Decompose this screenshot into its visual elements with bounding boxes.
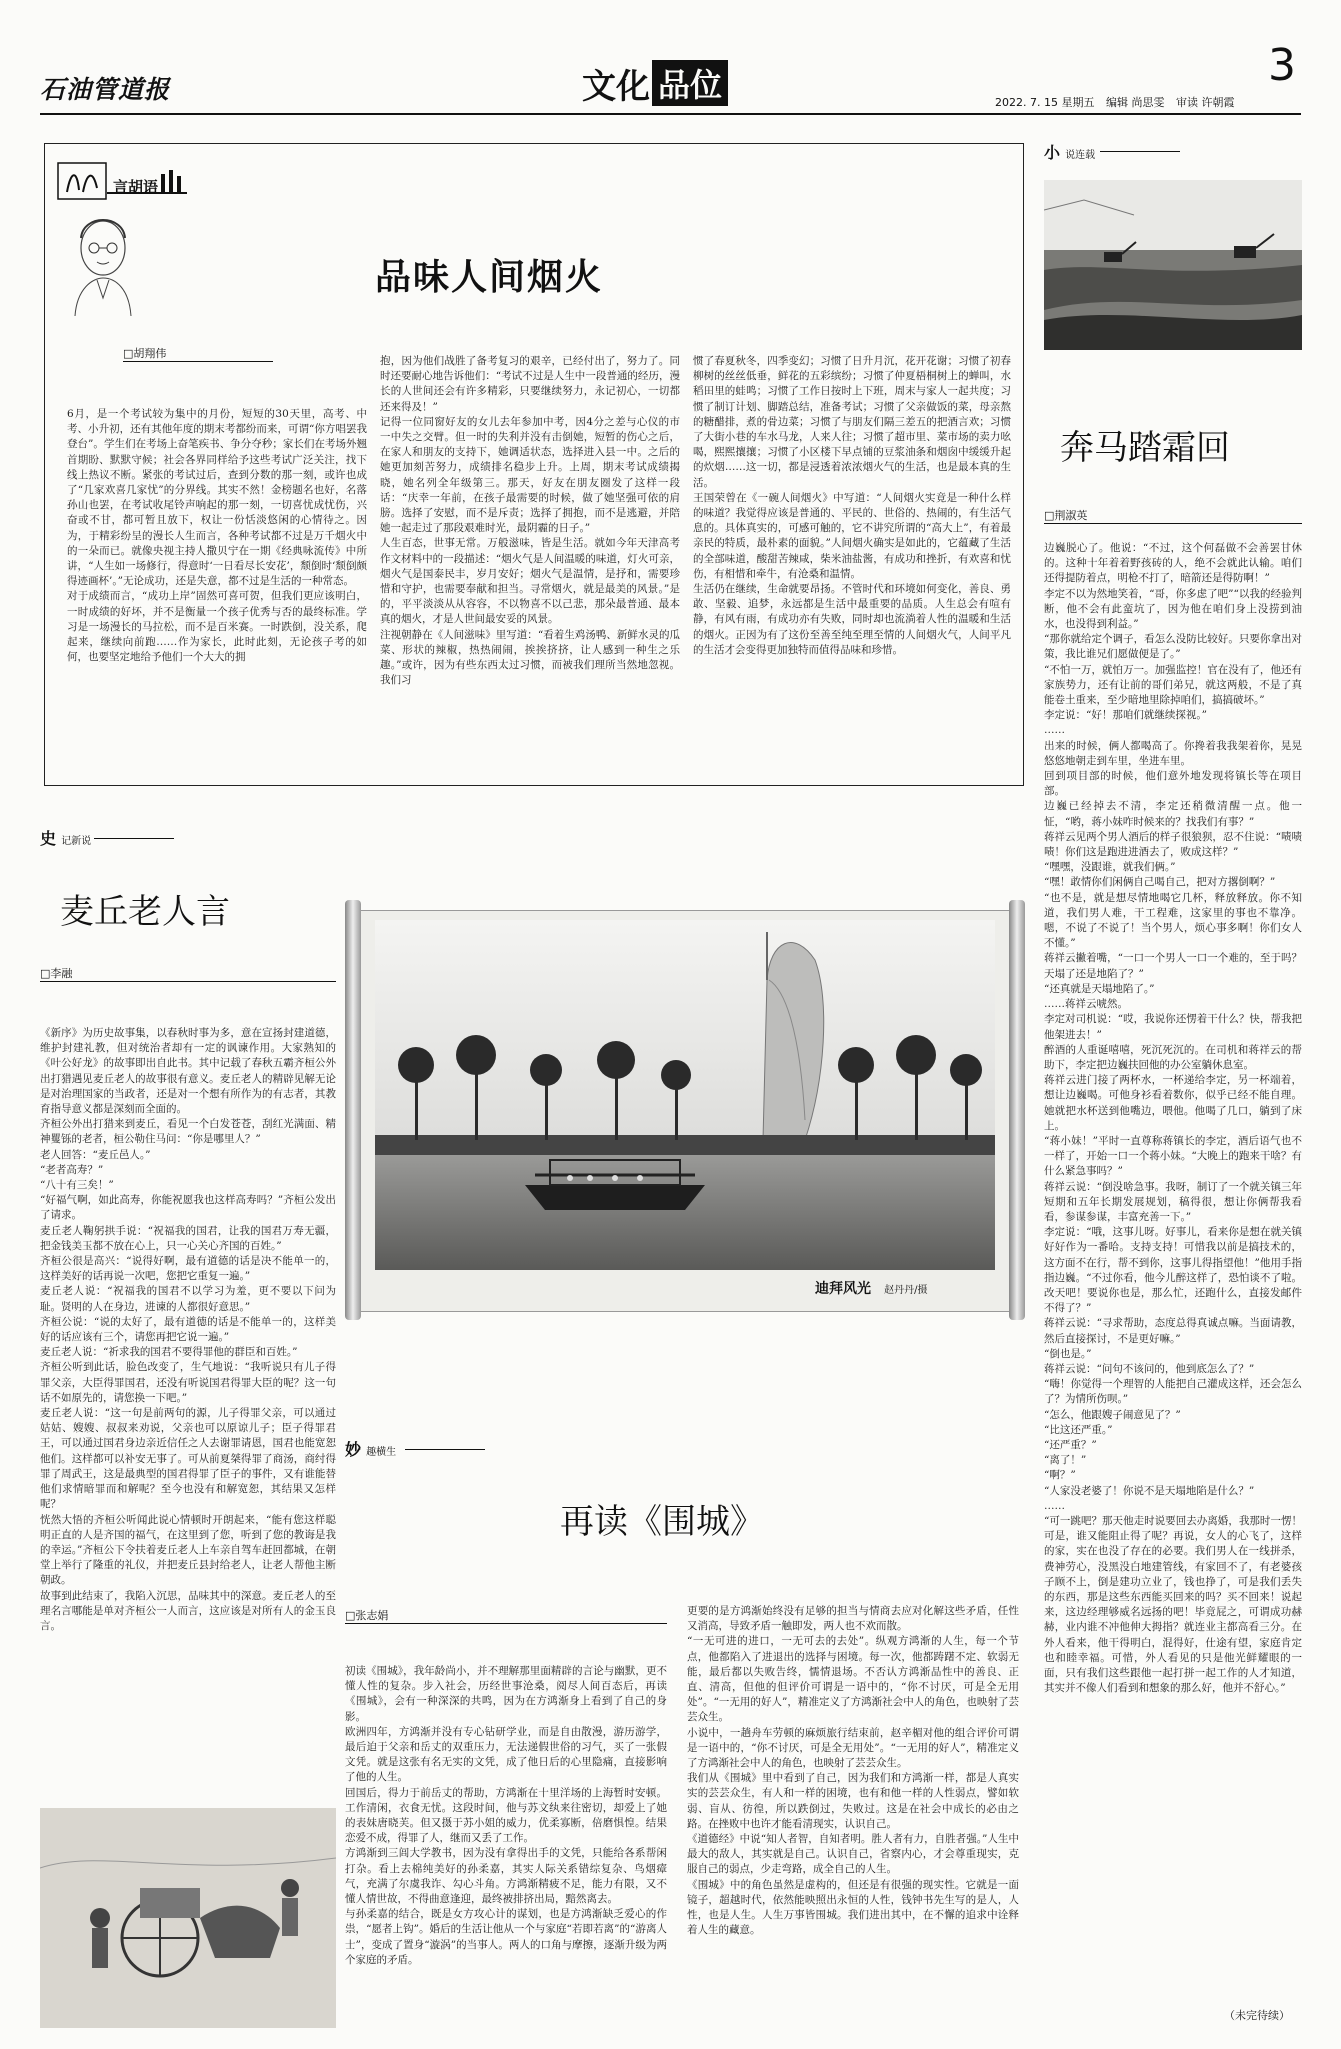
construction-site-image: [1044, 180, 1302, 350]
history-author: □李融: [40, 967, 73, 980]
photo-credit: 赵丹丹/摄: [884, 1285, 928, 1296]
feature-title: 品味人间烟火: [375, 257, 604, 298]
essay-kicker-main: 妙: [345, 1440, 362, 1459]
serial-author-rule: [1044, 523, 1302, 524]
serial-text: 边巍脱心了。他说：“不过，这个何磊做不会善罢甘休的。这种十年着着野孩砖的人，绝不会就此认输。咱们还得提防着点，明枪不打了，暗箭还是得防啊！” 李定不以为然地笑着，“哥，你多虑了吧”“以我的经验判断，他不会有此蛮坑了，因为他在咱们身上没捞到油水，也没得到利益。” “那你就给定个调子，看怎么没防比较好。只要你拿出对策，我比谁兄们愿做便是了。” “不怕一万，就怕万一。加强监控！官在没有了，他还有家族势力，还有让前的哥们弟兄，就这两般，不是了真能卷土重来，至少暗地里除掉咱们，搞搞破坏。” 李定说：“好！那咱们就继续探视。” …… 出来的时候，俩人都喝高了。你搀着我我架着你，晃晃悠悠地朝走到车里，坐进车里。 回到项目部的时候，他们意外地发现将镇长等在项目部。 边巍已经掉去不清，李定还稍微清醒一点。他一怔，“哟，蒋小妹咋时候来的？找我们有事？” 蒋祥云见两个男人酒后的样子很狼狈，忍不住说：“啧啧啧！你们这是跑进进酒去了，败成这样？” “嘿嘿，没跟谁，就我们俩。” “嘿！敢情你们闲俩自己喝自己，把对方撂倒啊？” “也不是，就是想尽情地喝它几杯，释放释放。你不知道，我们男人难，干工程难，这家里的事也不靠净。嗯，不说了不说了！当个男人，烦心事多啊！你们女人不懂。” 蒋祥云撇着嘴，“一口一个男人一口一个难的，至于吗？天塌了还是地陷了？” “还真就是天塌地陷了。” ……蒋祥云唬然。 李定对司机说：“哎，我说你还愣着干什么？快，帮我把他架进去！” 醉酒的人重诞嘻嘻，死沉死沉的。在司机和蒋祥云的帮助下，李定把边巍扶回他的办公室躺休息室。 蒋祥云进门接了两杯水，一杯递给李定，另一杯端着，想让边巍喝。可他身衫看着数你，似乎已经不能自理。她就把水杯送到他嘴边，喂他。他喝了几口，躺到了床上。 “蒋小妹！”平时一直尊称蒋镇长的李定，酒后语气也不一样了，开始一口一个蒋小妹。“大晚上的跑来干啥？有什么紧急事吗？” 蒋祥云说：“倒没啥急事。我呀，制订了一个就关镇三年短期和五年长期发展规划，稿得很，想让你俩帮我看看，参谋参谋，丰富充善一下。” 李定说：“哦，这事儿呀。好事儿，看来你是想在就关镇好好作为一番哈。支持支持！可惜我以前是搞技术的，这方面不在行，帮不到你，这事儿得指望他！”他用手指指边巍。“不过你看，他今儿醉这样了，恐怕谈不了啦。改天吧！要说你也是，那么忙，还跑什么，直接发邮件不得了？” 蒋祥云说：“寻求帮助，态度总得真诚点嘛。当面请教，然后直接探讨，不是更好嘛。” “倒也是。” 蒋祥云说：“问句不该问的，他到底怎么了？” “嗨！你觉得一个理智的人能把自己灌成这样，还会怎么了？为情所伤呗。” “怎么，他跟嫂子闹意见了？” “比这还严重。” “还严重？” “离了！” “啊？” “人家没老婆了！你说不是天塌地陷是什么？” …… “可一跳吧？那天他走时说要回去办离婚，我那时一愣！可是，谁又能阻止得了呢？再说，女人的心飞了，这样的家，实在也没了存在的必要。我们男人在一线拼杀，费神劳心，没黑没白地建管线，有家回不了，有老婆孩子顾不上，倒是建功立业了，钱也挣了，可是我们丢失的东西，那是这些东西能买回来的吗？买不回来！说起来，这边经理够威名远扬的吧！毕竟屁之，可谓成功赫赫，业内谁不冲他伸大拇指？就连业主都高看三分。在外人看来，他干得明白，混得好，仕途有望，家庭肯定也和睦幸福。可惜，外人看见的只是他光鲜耀眼的一面，只有我们这些跟他一起打拼一起工作的人才知道，其实并不像人们看到和想象的那么好，他并不舒心。”: [1044, 542, 1302, 1695]
serial-kicker-main: 小: [1044, 143, 1061, 162]
scroll-rod-right: [1009, 900, 1025, 1320]
serial-kicker-rule: [1100, 151, 1180, 152]
author-portrait: [63, 208, 143, 318]
essay-kicker-rule: [405, 1449, 485, 1450]
history-author-rule: [40, 981, 336, 982]
history-title: 麦丘老人言: [60, 892, 230, 932]
section-title-left: 文化: [582, 66, 650, 107]
section-title-right: 品位: [652, 60, 728, 106]
feature-box: [44, 143, 1024, 786]
essay-section: [345, 1432, 1025, 2032]
editor-name: 尚思雯: [1131, 96, 1165, 109]
history-kicker: [40, 826, 91, 849]
essay-author: □张志娟: [345, 1609, 389, 1622]
paper-name: 石油管道报: [40, 75, 171, 104]
photo-caption: [815, 1278, 927, 1298]
masthead-rule: [40, 113, 1301, 115]
feature-column-1: 6月，是一个考试较为集中的月份，短短的30天里，高考、中考、小升初，还有其他年度的期末考都纷而来，可谓“你方唱罢我登台”。学生们在考场上奋笔疾书、争分夺秒；家长们在考场外翘首期盼、默默守候；社会各界同样给予这些考试广泛关注，找下线上热议不断。紧张的考试过后，查到分数的那一刻，或许也成了“几家欢喜几家忧”的分界线。其实不然！金榜题名也好，名落孙山也罢，在考试收尾铃声响起的那一刻，一切喜忧成忧伤，兴奋或不甘，都可暂且放下，权让一份恬淡悠闲的心情待之。因为，于精彩纷呈的漫长人生而言，各种考试都不过是万千烟火中的一朵而已。就像央视主持人撒贝宁在一期《经典咏流传》中所讲，“人生如一场修行，得意时‘一日看尽长安花’，颓倒时‘颓倒颇得迹画杯’。”无论成功，还是失意，都不过是生活的一种常态。 对于成绩而言，“成功上岸”固然可喜可贺，但我们更应该明白，一时成绩的好坏，并不是衡量一个孩子优秀与否的最终标准。学习是一场漫长的马拉松，而不是百米赛。一时跌倒，没关系，爬起来，继续向前跑……作为家长，此时此刻，无论孩子考的如何，也要坚定地给予他们一个大大的拥: [67, 408, 367, 664]
ancient-painting-image: [40, 1808, 336, 2028]
serial-kicker: [1044, 140, 1095, 163]
page-number: 3: [1268, 40, 1296, 91]
essay-column-2: 更要的是方鸿渐始终没有足够的担当与情商去应对化解这些矛盾，任性又消高，导致矛盾一触即发，两人也不欢而散。 “一无可进的进口，一无可去的去处”。纵观方鸿渐的人生，每一个节点，他都陷入了进退出的选择与困境。每一次，他都踌躇不定、软弱无能，最后都以失败告终，懦情退场。不否认方鸿渐品性中的善良、正直、清高，但他的但评价可谓是一语中的，“你不讨厌，可是全无用处”。“一无用的好人”，精准定义了方鸿渐社会中人的角色，也映射了芸芸众生。 小说中，一趟舟车劳顿的麻烦旅行结束前，赵辛楣对他的组合评价可谓是一语中的，“你不讨厌，可是全无用处”。“一无用的好人”，精准定义了方鸿渐社会中人的角色，也映射了芸芸众生。 我们从《围城》里中看到了自己，因为我们和方鸿渐一样，都是人真实实的芸芸众生，有人和一样的困境，也有和他一样的人性弱点，譬如软弱、盲从、彷徨，所以跌倒过，失败过。这是在社会中成长的必由之路。在挫败中也许才能看清现实，认识自己。 《道德经》中说“知人者智，自知者明。胜人者有力，自胜者强。”人生中最大的敌人，其实就是自己。认识自己，省察内心，才会尊重现实，克服自己的弱点，少走弯路，成全自己的人生。 《围城》中的角色虽然是虚构的，但还是有很强的现实性。它就是一面镜子，超越时代，依然能映照出永恒的人性，钱钟书先生写的是人，人性，也是人生。人生万事皆围城。我们进出其中，在不懈的追求中诠释着人生的藏意。: [687, 1605, 1019, 1937]
history-kicker-main: 史: [40, 829, 57, 848]
date-line: [995, 94, 1234, 110]
reviewer-name: 许朝霞: [1201, 96, 1235, 109]
issue-date: 2022. 7. 15 星期五: [995, 96, 1095, 109]
dubai-photo: [375, 920, 995, 1270]
history-text: 《新序》为历史故事集，以春秋时事为多，意在宣扬封建道德，维护封建礼教，但对统治者却有一定的讽谏作用。大家熟知的《叶公好龙》的故事即出自此书。其中记载了春秋五霸齐桓公外出打猎遇见麦丘老人的故事很有意义。麦丘老人的精辟见解无论是对治理国家的当政者，还是对一个想有所作为的有志者，其教育指导意义都是深刻而全面的。 齐桓公外出打猎来到麦丘，看见一个白发苍苍，刮红光满面、精神矍铄的老者，桓公勒住马问：“你是哪里人？” 老人回答：“麦丘邑人。” “老者高寿？” “八十有三矣！” “好福气啊，如此高寿，你能祝愿我也这样高寿吗？”齐桓公发出了请求。 麦丘老人鞠躬拱手说：“祝福我的国君，让我的国君万寿无疆，把金钱美玉都不放在心上，只一心关心齐国的百姓。” 齐桓公很是高兴：“说得好啊，最有道德的话是决不能单一的，这样美好的话再说一次吧，您把它重复一遍。” 麦丘老人说：“祝福我的国君不以学习为羞，更不要以下问为耻。贤明的人在身边，进谏的人都很好意思。” 齐桓公说：“说的太好了，最有道德的话是不能单一的，这样美好的话应该有三个，请您再把它说一遍。” 麦丘老人说：“祈求我的国君不要得罪他的群臣和百姓。” 齐桓公听到此话，脸色改变了，生气地说：“我听说只有儿子得罪父亲，大臣得罪国君，还没有听说国君得罪大臣的呢？这一句话不如原先的，请您换一下吧。” 麦丘老人说：“这一句是前两句的源，儿子得罪父亲，可以通过姑姑、嫂嫂、叔叔来劝说，父亲也可以原谅儿子；臣子得罪君王，可以通过国君身边亲近信任之人去谢罪请恩，国君也能宽恕他们。这样都可以补安无事了。可从前夏桀得罪了商汤，商纣得罪了周武王，这是最典型的国君得罪了臣子的事件，又有谁能替他们求情暗罪而和解呢？至今也没有和解宽恕，其结果又怎样呢？ 恍然大悟的齐桓公听闻此说心情顿时开朗起来，“能有您这样聪明正直的人是齐国的福气，在这里到了您，听到了您的教诲是我的幸运。”齐桓公下令扶着麦丘老人上车亲自驾车赶回都城，在朝堂上举行了隆重的礼仪，并把麦丘县封给老人，让老人帮他主断朝政。 故事到此结束了，我陷入沉思，品味其中的深意。麦丘老人的至理名言哪能是单对齐桓公一人而言，这应该是对所有人的金玉良言。: [40, 1027, 336, 1632]
masthead: [0, 0, 1341, 120]
serial-author: □荆淑英: [1044, 509, 1088, 522]
essay-title: 再读《围城》: [560, 1502, 764, 1542]
essay-column-1: 初读《围城》，我年龄尚小，并不理解那里面精辟的言论与幽默，更不懂人性的复杂。步入社会，历经世事沧桑，阅尽人间百态后，再读《围城》，会有一种深深的共鸣，因为在方鸿渐身上看到了自己的身影。 欧洲四年，方鸿渐并没有专心钻研学业，而是自由散漫，游历游学，最后迫于父亲和岳丈的双重压力，无法递假世俗的习气，买了一张假文凭。就是这张有名无实的文凭，成了他日后的心里隐痛，直接影响了他的人生。 回国后，得力于前岳丈的帮助，方鸿渐在十里洋场的上海暂时安顿。工作清闲，衣食无忧。这段时间，他与苏文纨来往密切，却爱上了她的表妹唐晓芙。但又摄于苏小姐的威力，优柔寡断，倍磨惧惶。结果恋爱不成，得罪了人，继而又丢了工作。 方鸿渐到三闾大学教书，因为没有拿得出手的文凭，只能给各系帮闲打杂。看上去棉纯美好的孙柔嘉，其实人际关系错综复杂、鸟烟瘴气，充满了尔虞我诈、勾心斗角。方鸿渐精疲不足，能力有限，又不懂人情世故，不得曲意逢迎，最终被排挤出局，黯然离去。 与孙柔嘉的结合，既是女方攻心计的谋划，也是方鸿渐缺乏爱心的作祟，“愿者上钩”。婚后的生活让他从一个与家庭“若即若离”的“游离人士”，变成了置身“漩涡”的当事人。两人的口角与摩擦，逐渐升级为两个家庭的矛盾。: [345, 1665, 667, 1966]
photo-caption-title: 迪拜风光: [815, 1281, 871, 1297]
essay-kicker-sub: 趣横生: [366, 1447, 397, 1458]
column-badge-text: 言胡语: [113, 178, 159, 196]
essay-kicker: [345, 1437, 396, 1460]
serial-kicker-sub: 说连载: [1065, 150, 1096, 161]
feature-column-2: 抱，因为他们战胜了备考复习的艰辛，已经付出了，努力了。同时还要耐心地告诉他们：“考试不过是人生中一段普通的经历，漫长的人世间还会有许多精彩，只要继续努力，永记初心，一切都还来得及！” 记得一位同窗好友的女儿去年参加中考，因4分之差与心仪的市一中失之交臂。但一时的失利并没有击倒她，短暂的伤心之后，在家人和朋友的支持下，她调适状态，选择进入县一中。之后的她更加刻苦努力，成绩排名稳步上升。上周，期末考试成绩揭晓，她名列全年级第三。那天，好友在朋友圈发了这样一段话：“庆幸一年前，在孩子最需要的时候，做了她坚强可依的肩膀。选择了安慰，而不是斥责；选择了拥抱，而不是逃避，并陪她一起走过了那段艰难时光，最阴霾的日子。” 人生百态，世事无常。万般滋味，皆是生活。就如今年天津高考作文材料中的一段描述：“烟火气是人间温暖的味道，灯火可亲，烟火气是国泰民丰，岁月安好；烟火气是温情，是抒和，需要珍惜和守护，也需要奉献和担当。寻常烟火，就是最美的风景。”是的，平平淡淡从从容容，不以物喜不以己悲，那朵最普通、最本真的烟火，才是人世间最安妥的风景。 注视朝静在《人间滋味》里写道：“看着生鸡汤鸭、新鲜水灵的瓜菜、形状的辣椒，热热闹闹，挨挨挤挤，让人感到一种生之乐趣。”或许，因为有些东西太过习惯，而被我们理所当然地忽视。我们习: [380, 355, 680, 687]
dubai-landscape-image: [375, 920, 995, 1270]
history-kicker-rule: [94, 838, 174, 839]
serial-section: [1044, 135, 1304, 2030]
reviewer-label: 审读: [1175, 96, 1198, 109]
serial-continued: （未完待续）: [1224, 2009, 1290, 2022]
history-painting: [40, 1808, 336, 2028]
feature-author-rule: [123, 361, 273, 362]
history-section: [40, 818, 340, 2033]
feature-author: □胡翔伟: [123, 347, 167, 360]
history-kicker-sub: 记新说: [61, 836, 92, 847]
scroll-rod-left: [345, 900, 361, 1320]
feature-column-3: 惯了春夏秋冬，四季变幻；习惯了日升月沉，花开花谢；习惯了初春柳树的丝丝低垂，鲜花的五彩缤纷；习惯了仲夏梧桐树上的蝉叫，水稻田里的蛙鸣；习惯了工作日按时上下班，周末与家人一起共度；习惯了制订计划、脚踏总结，准备考试；习惯了父亲做饭的菜，母亲熬的糖醋排，煮的骨边菜；习惯了与朋友们隔三差五的把酒言欢；习惯了大街小巷的车水马龙，人来人往；习惯了超市里、菜市场的卖力吆喝，熙熙攘攘；习惯了小区楼下早点铺的豆浆油条和烟囱中缓缓升起的炊烟……这一切，都是浸透着浓浓烟火气的生活，也是最本真的生活。 王国荣曾在《一碗人间烟火》中写道：“人间烟火实竟是一种什么样的味道？我觉得应该是普通的、平民的、世俗的、热闹的，有生活气息的。具体真实的，可感可触的，它不讲究所谓的“高大上”，有着最亲民的特质，最朴素的面貌。”人间烟火确实是如此的，它蕴藏了生活的全部味道，酸甜苦辣咸，柴米油盐酱，有成功和挫折，有欢喜和忧伤，有相惜和牵牛，有沧桑和温情。 生活仍在继续，生命就要昂扬。不管时代和环境如何变化，善良、勇敢、坚毅、追梦，永远都是生活中最重要的品质。人生总会有喧有静，有风有雨，有成功亦有失败，同时却也流淌着人性的温暖和生活的烟火。正因为有了这份至善至纯至理至情的人间烟火气，人间平凡的生活才会变得更加独特而值得品味和珍惜。: [693, 355, 1011, 656]
serial-photo: [1044, 180, 1302, 350]
editor-label: 编辑: [1105, 96, 1128, 109]
serial-title: 奔马踏霜回: [1060, 428, 1230, 468]
column-badge: [57, 162, 207, 202]
scroll-photo-frame: [345, 900, 1025, 1330]
section-title: [582, 62, 728, 107]
portrait-sketch-icon: [63, 208, 143, 318]
essay-author-rule: [345, 1623, 667, 1624]
